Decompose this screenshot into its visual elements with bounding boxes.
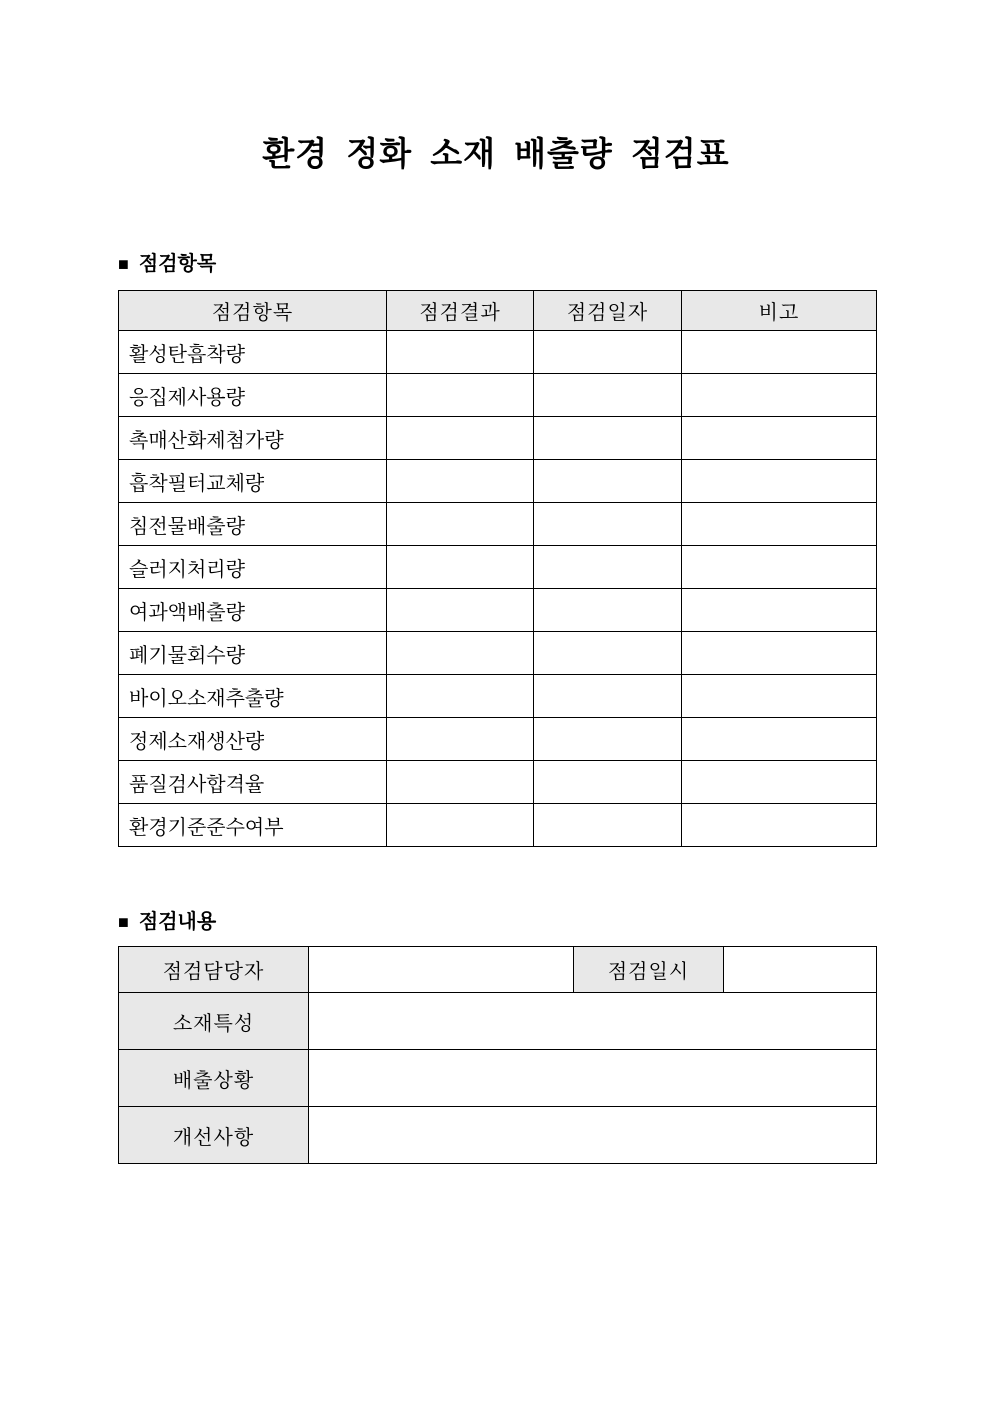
checklist-result-cell[interactable]: [387, 718, 534, 761]
checklist-note-cell[interactable]: [682, 589, 877, 632]
section-title: 점검내용: [138, 911, 217, 933]
checklist-date-cell[interactable]: [534, 675, 682, 718]
checklist-note-cell[interactable]: [682, 503, 877, 546]
checklist-note-cell[interactable]: [682, 331, 877, 374]
column-header-note: 비고: [682, 291, 877, 331]
section-bullet-icon: ■: [118, 912, 129, 932]
checklist-header-row: [119, 291, 877, 331]
table-row: [119, 718, 877, 761]
checklist-result-cell[interactable]: [387, 761, 534, 804]
checklist-date-cell[interactable]: [534, 374, 682, 417]
table-row: [119, 589, 877, 632]
checklist-date-cell[interactable]: [534, 546, 682, 589]
inspector-value-cell[interactable]: [309, 947, 574, 993]
checklist-note-cell[interactable]: [682, 718, 877, 761]
section-header-checklist: [118, 253, 992, 276]
improvement-value-cell[interactable]: [309, 1107, 877, 1164]
checklist-body: [119, 331, 877, 847]
details-row-emission: [119, 1050, 877, 1107]
details-row-inspector: [119, 947, 877, 993]
table-row: [119, 331, 877, 374]
checklist-item-label: 슬러지처리량: [119, 546, 387, 589]
checklist-result-cell[interactable]: [387, 546, 534, 589]
datetime-label: 점검일시: [574, 947, 724, 993]
section-title: 점검항목: [138, 253, 217, 275]
checklist-result-cell[interactable]: [387, 675, 534, 718]
checklist-date-cell[interactable]: [534, 589, 682, 632]
checklist-result-cell[interactable]: [387, 503, 534, 546]
material-label: 소재특성: [119, 993, 309, 1050]
table-row: [119, 460, 877, 503]
section-bullet-icon: ■: [118, 254, 129, 274]
checklist-note-cell[interactable]: [682, 417, 877, 460]
checklist-note-cell[interactable]: [682, 632, 877, 675]
emission-value-cell[interactable]: [309, 1050, 877, 1107]
checklist-item-label: 환경기준준수여부: [119, 804, 387, 847]
material-value-cell[interactable]: [309, 993, 877, 1050]
table-row: [119, 675, 877, 718]
checklist-date-cell[interactable]: [534, 632, 682, 675]
checklist-note-cell[interactable]: [682, 761, 877, 804]
improvement-label: 개선사항: [119, 1107, 309, 1164]
checklist-note-cell[interactable]: [682, 460, 877, 503]
checklist-result-cell[interactable]: [387, 374, 534, 417]
table-row: [119, 761, 877, 804]
emission-label: 배출상황: [119, 1050, 309, 1107]
checklist-note-cell[interactable]: [682, 546, 877, 589]
column-header-date: 점검일자: [534, 291, 682, 331]
checklist-result-cell[interactable]: [387, 331, 534, 374]
checklist-date-cell[interactable]: [534, 718, 682, 761]
checklist-date-cell[interactable]: [534, 503, 682, 546]
column-header-result: 점검결과: [387, 291, 534, 331]
details-row-material: [119, 993, 877, 1050]
checklist-item-label: 촉매산화제첨가량: [119, 417, 387, 460]
details-table: [118, 946, 877, 1164]
checklist-date-cell[interactable]: [534, 804, 682, 847]
checklist-date-cell[interactable]: [534, 331, 682, 374]
checklist-date-cell[interactable]: [534, 417, 682, 460]
section-header-details: [118, 911, 992, 934]
checklist-item-label: 품질검사합격율: [119, 761, 387, 804]
checklist-note-cell[interactable]: [682, 675, 877, 718]
checklist-item-label: 정제소재생산량: [119, 718, 387, 761]
table-row: [119, 632, 877, 675]
checklist-result-cell[interactable]: [387, 589, 534, 632]
table-row: [119, 804, 877, 847]
checklist-item-label: 바이오소재추출량: [119, 675, 387, 718]
datetime-value-cell[interactable]: [724, 947, 877, 993]
table-row: [119, 503, 877, 546]
checklist-item-label: 침전물배출량: [119, 503, 387, 546]
checklist-result-cell[interactable]: [387, 632, 534, 675]
checklist-item-label: 폐기물회수량: [119, 632, 387, 675]
checklist-result-cell[interactable]: [387, 804, 534, 847]
details-row-improvement: [119, 1107, 877, 1164]
checklist-result-cell[interactable]: [387, 417, 534, 460]
checklist-item-label: 활성탄흡착량: [119, 331, 387, 374]
inspector-label: 점검담당자: [119, 947, 309, 993]
table-row: [119, 417, 877, 460]
page-title: 환경 정화 소재 배출량 점검표: [262, 135, 730, 172]
checklist-item-label: 응집제사용량: [119, 374, 387, 417]
checklist-item-label: 흡착필터교체량: [119, 460, 387, 503]
checklist-date-cell[interactable]: [534, 460, 682, 503]
column-header-item: 점검항목: [119, 291, 387, 331]
table-row: [119, 546, 877, 589]
checklist-item-label: 여과액배출량: [119, 589, 387, 632]
table-row: [119, 374, 877, 417]
checklist-note-cell[interactable]: [682, 374, 877, 417]
checklist-result-cell[interactable]: [387, 460, 534, 503]
checklist-date-cell[interactable]: [534, 761, 682, 804]
checklist-table: [118, 290, 877, 847]
checklist-note-cell[interactable]: [682, 804, 877, 847]
